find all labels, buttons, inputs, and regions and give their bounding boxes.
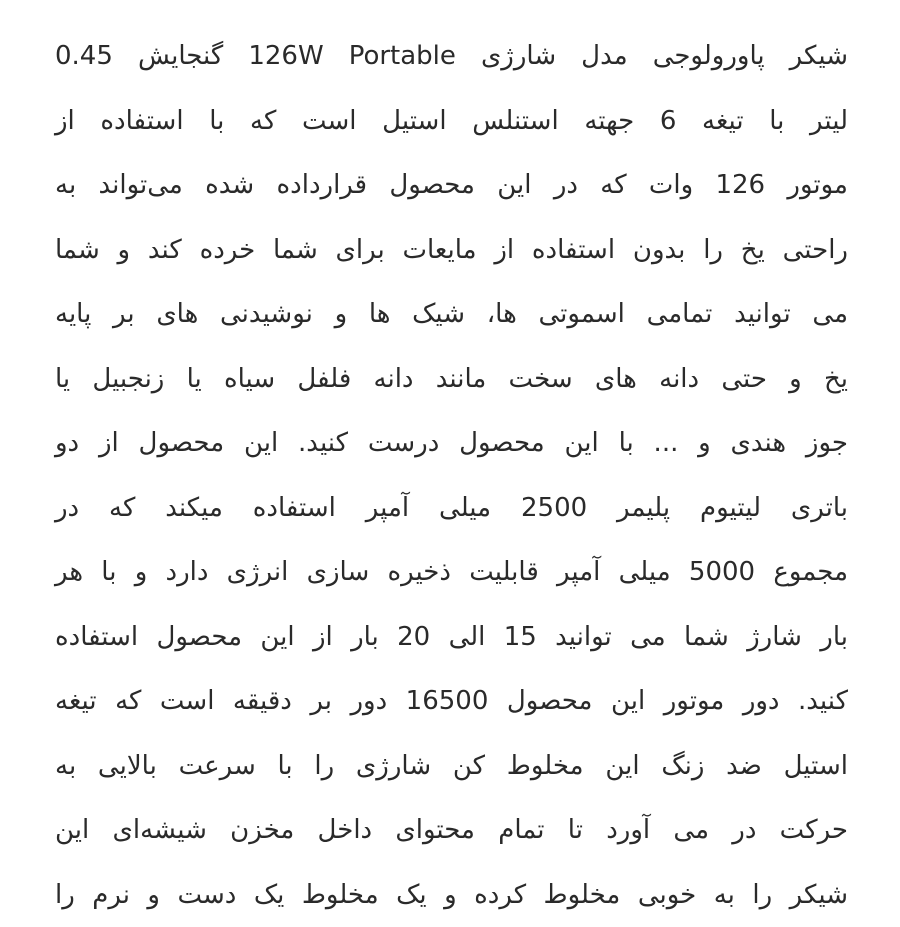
- description-line: باتری لیتیوم پلیمر 2500 میلی آمپر استفاده میکند که در: [55, 476, 848, 541]
- description-line: بار شارژ شما می توانید 15 الی 20 بار از این محصول استفاده: [55, 605, 848, 670]
- description-line: مجموع 5000 میلی آمپر قابلیت ذخیره سازی انرژی دارد و با هر: [55, 540, 848, 605]
- description-line: شیکر را به خوبی مخلوط کرده و یک مخلوط یک دست و نرم را: [55, 863, 848, 927]
- description-line: لیتر با تیغه 6 جهته استنلس استیل است که با استفاده از: [55, 89, 848, 154]
- description-line: شیکر پاورولوجی مدل شارژی 126W Portable گنجایش 0.45: [55, 24, 848, 89]
- description-line: کنید. دور موتور این محصول 16500 دور بر دقیقه است که تیغه: [55, 669, 848, 734]
- description-line: موتور 126 وات که در این محصول قرارداده شده می‌تواند به: [55, 153, 848, 218]
- description-line: حرکت در می آورد تا تمام محتوای داخل مخزن شیشه‌ای این: [55, 798, 848, 863]
- description-line: می توانید تمامی اسموتی ها، شیک ها و نوشیدنی های بر پایه: [55, 282, 848, 347]
- description-line: راحتی یخ را بدون استفاده از مایعات برای شما خرده کند و شما: [55, 218, 848, 283]
- description-line: یخ و حتی دانه های سخت مانند دانه فلفل سیاه یا زنجبیل یا: [55, 347, 848, 412]
- description-line: استیل ضد زنگ این مخلوط کن شارژی را با سرعت بالایی به: [55, 734, 848, 799]
- product-description: [55, 24, 848, 927]
- description-line: جوز هندی و ... با این محصول درست کنید. این محصول از دو: [55, 411, 848, 476]
